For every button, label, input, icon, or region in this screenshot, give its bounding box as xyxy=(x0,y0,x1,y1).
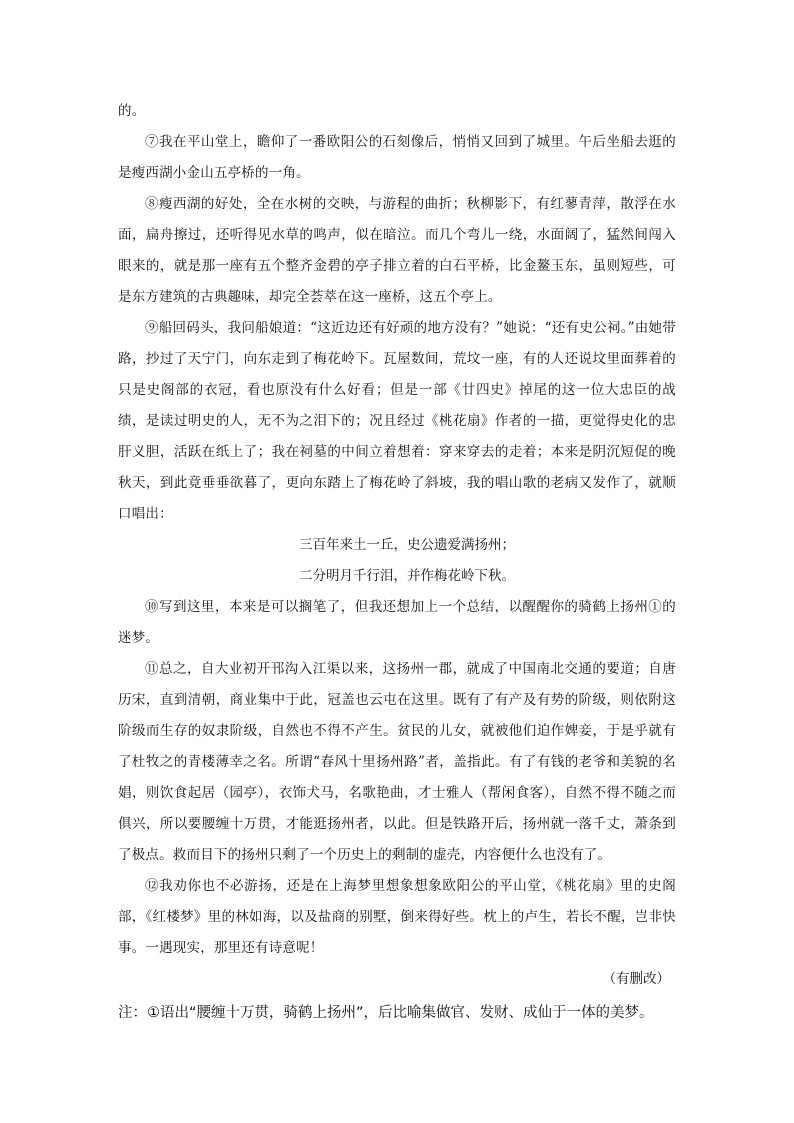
footnote: 注：①语出“腰缠十万贯，骑鹤上扬州”，后比喻集做官、发财、成仙于一体的美梦。 xyxy=(118,1005,654,1021)
article-body xyxy=(118,96,676,995)
poem-line-2: 二分明月千行泪，并作梅花岭下秋。 xyxy=(299,568,515,584)
paragraph-11: ⑪总之，自大业初开邗沟入江渠以来，这扬州一郡，就成了中国南北交通的要道；自唐历宋，直到清朝，商业集中于此，冠盖也云屯在这里。既有了有产及有势的阶级，则依附这阶级而生存的奴隶阶级，自然也不得不产生。贫民的儿女，就被他们迫作婢妾，于是乎就有了杜牧之的青楼薄幸之名。所谓“春风十里扬州路”者，盖指此。有了有钱的老爷和美貌的名娼，则饮食起居（园亭），衣饰犬马，名歌艳曲，才士雅人（帮闲食客），自然不得不随之而俱兴，所以要腰缠十万贯，才能逛扬州者，以此。但是铁路开后，扬州就一落千丈，萧条到了极点。救而目下的扬州只剩了一个历史上的剩制的虚壳，内容便什么也没有了。 xyxy=(118,661,676,863)
paragraph-10: ⑩写到这里，本来是可以搁笔了，但我还想加上一个总结，以醒醒你的骑鹤上扬州①的迷梦。 xyxy=(118,599,676,646)
paragraph-6-end: 的。 xyxy=(118,103,146,119)
paragraph-12: ⑫我劝你也不必游扬，还是在上海梦里想象想象欧阳公的平山堂，《桃花扇》里的史阁部，《红楼梦》里的林如海，以及盐商的别墅，倒来得好些。枕上的卢生，若长不醒，岂非快事。一遇现实，那里还有诗意呢！ xyxy=(118,878,676,956)
poem-line-1: 三百年来土一丘，史公遗爱满扬州； xyxy=(299,537,515,553)
source-note: （有删改） xyxy=(602,971,670,987)
paragraph-8: ⑧瘦西湖的好处，全在水树的交映，与游程的曲折；秋柳影下，有红蓼青萍，散浮在水面，扁舟擦过，还听得见水草的鸣声，似在暗泣。而几个弯儿一绕，水面阔了，猛然间闯入眼来的，就是那一座有五个整齐金碧的亭子排立着的白石平桥，比金鳌玉东，虽则短些，可是东方建筑的古典趣味，却完全荟萃在这一座桥，这五个亭上。 xyxy=(118,196,676,305)
paragraph-9: ⑨船回码头，我问船娘道：“这近边还有好顽的地方没有？”她说：“还有史公祠。”由她带路，抄过了天宁门，向东走到了梅花岭下。瓦屋数间，荒坟一座，有的人还说坟里面葬着的只是史阁部的衣冠，看也原没有什么好看；但是一部《廿四史》掉尾的这一位大忠臣的战绩，是读过明史的人，无不为之泪下的；况且经过《桃花扇》作者的一描，更觉得史化的忠肝义胆，活跃在纸上了；我在祠墓的中间立着想着：穿来穿去的走着；本来是阴沉短促的晚秋天，到此竟垂垂欲暮了，更向东踏上了梅花岭了斜坡，我的唱山歌的老病又发作了，就顺口唱出： xyxy=(118,320,676,522)
paragraph-7: ⑦我在平山堂上，瞻仰了一番欧阳公的石刻像后，悄悄又回到了城里。午后坐船去逛的是瘦西湖小金山五亭桥的一角。 xyxy=(118,134,676,181)
